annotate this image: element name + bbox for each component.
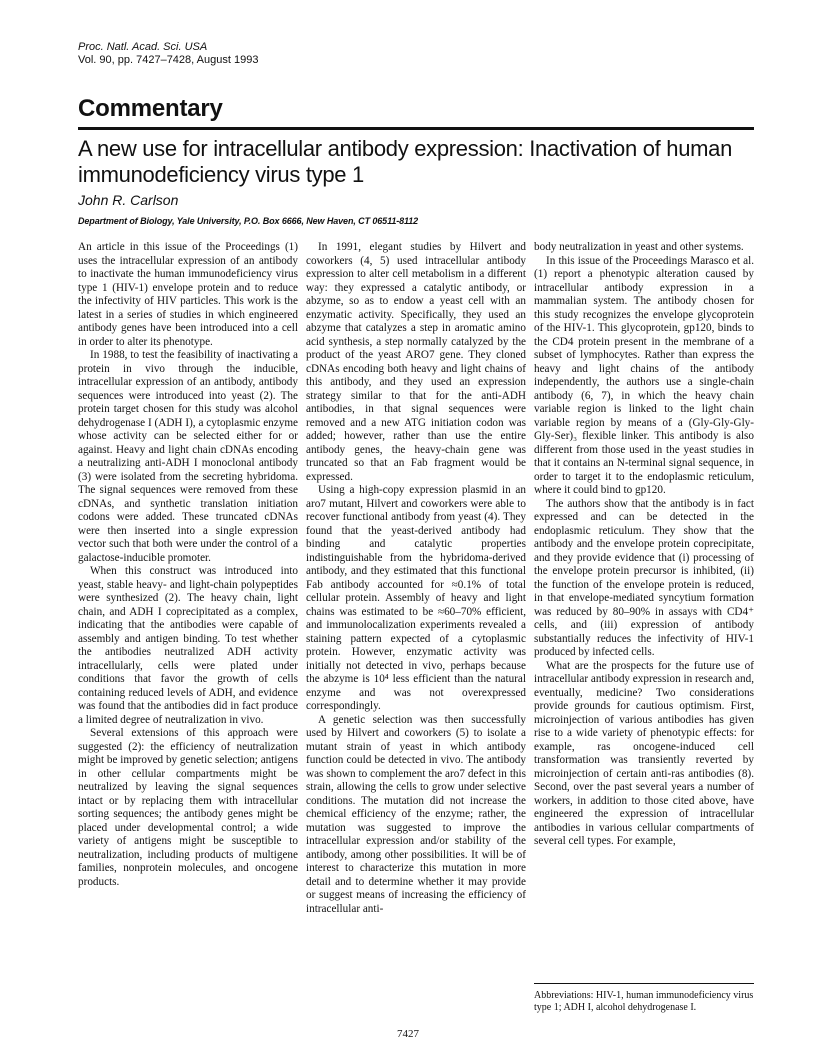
section-rule bbox=[78, 127, 754, 130]
journal-name: Proc. Natl. Acad. Sci. USA bbox=[78, 41, 208, 53]
author-name: John R. Carlson bbox=[78, 192, 179, 208]
paragraph: In this issue of the Proceedings Marasco et al. (1) report a phenotypic alteration caused by intracellular antibody expression in a mammalian system. The antibody chosen for this study recognizes the envelope glycoprotein of the HIV-1. This glycoprotein, gp120, binds to the CD4 protein present in the membrane of a subset of lymphocytes. Rather than express the heavy and light chains of the antibody independently, the authors use a single-chain antibody (6, 7), in which the heavy chain variable region is linked to the light chain variable region by means of a (Gly-Gly-Gly-Gly-Ser)₃ flexible linker. This antibody is also different from those used in the yeast studies in that it contains an N-terminal signal sequence, in order to target it to the endoplasmic reticulum, where it could bind to gp120. bbox=[534, 254, 754, 496]
paragraph: body neutralization in yeast and other systems. bbox=[534, 241, 744, 253]
paragraph: When this construct was introduced into yeast, stable heavy- and light-chain polypeptides were synthesized (2). The heavy chain, light chain, and ADH I coprecipitated as a complex, indicating that the antibodies were capable of assembly and antigen binding. To test whether the antibodies neutralized ADH activity intracellularly, cells were plated under conditions that favor the growth of cells containing reduced levels of ADH, and evidence was found that the antibodies did in fact produce a limited degree of neutralization in vivo. bbox=[78, 565, 298, 726]
section-heading: Commentary bbox=[78, 95, 223, 122]
text-column-3 bbox=[534, 241, 754, 849]
paragraph: Several extensions of this approach were suggested (2): the efficiency of neutralization might be improved by genetic selection; antigens in other cellular compartments might be neutralized by leaving the signal sequences intact or by replacing them with intracellular sorting sequences; the antibody genes might be placed under developmental control; a wide variety of antigens might be susceptible to neutralization, including products of multigene families, nonprotein molecules, and oncogene products. bbox=[78, 727, 298, 888]
paragraph: An article in this issue of the Proceedings (1) uses the intracellular expression of an antibody to inactivate the human immunodeficiency virus type 1 (HIV-1) envelope protein and to reduce the infectivity of HIV particles. This work is the latest in a series of studies in which engineered antibody genes have been introduced into a cell in order to alter its phenotype. bbox=[78, 241, 298, 348]
abbreviations-footnote: Abbreviations: HIV-1, human immunodeficiency virus type 1; ADH I, alcohol dehydrogenase I. bbox=[534, 983, 754, 1014]
paragraph: What are the prospects for the future use of intracellular antibody expression in research and, eventually, medicine? Two considerations provide grounds for cautious optimism. First, microinjection of various antibodies has given rise to a wide variety of phenotypic effects: for example, ras oncogene-induced cell transformation was transiently reverted by microinjection of certain anti-ras antibodies (8). Second, over the past several years a number of workers, in addition to those cited above, have engineered the expression of intracellular antibodies in various cellular compartments of several cell types. For example, bbox=[534, 659, 754, 847]
article-title: A new use for intracellular antibody expression: Inactivation of human immunodeficiency virus type 1 bbox=[78, 136, 733, 187]
paragraph: The authors show that the antibody is in fact expressed and can be detected in the endoplasmic reticulum. They show that the antibody and the envelope protein coprecipitate, and they provide evidence that (i) processing of the envelope protein precursor is inhibited, (ii) the function of the envelope protein is reduced, in that envelope-mediated syncytium formation was reduced by 80–90% in assays with CD4⁺ cells, and (iii) expression of antibody substantially reduces the infectivity of HIV-1 produced by infected cells. bbox=[534, 497, 754, 658]
paragraph: In 1991, elegant studies by Hilvert and coworkers (4, 5) used intracellular antibody expression to alter cell metabolism in a different way: they expressed a catalytic antibody, or abzyme, so as to endow a yeast cell with an enzymatic activity. Specifically, they used an abzyme that catalyzes a step in aromatic amino acid synthesis, a step normally catalyzed by the product of the yeast ARO7 gene. They cloned cDNAs encoding both heavy and light chains of this antibody, and they used an expression strategy similar to that for the anti-ADH antibodies, in that signal sequences were removed and a new ATG initiation codon was added; however, rather than use the entire antibody genes, the heavy-chain gene was truncated so that an Fab fragment would be expressed. bbox=[306, 241, 526, 483]
text-column-1 bbox=[78, 241, 298, 889]
text-column-2 bbox=[306, 241, 526, 916]
journal-volume: Vol. 90, pp. 7427–7428, August 1993 bbox=[78, 54, 259, 66]
paragraph: In 1988, to test the feasibility of inactivating a protein in vivo through the inducible, intracellular expression of an antibody, antibody sequences were introduced into yeast (2). The protein target chosen for this study was alcohol dehydrogenase I (ADH I), a cytoplasmic enzyme whose activity can be selected either for or against. Heavy and light chain cDNAs encoding a neutralizing anti-ADH I monoclonal antibody (3) were isolated from the secreting hybridoma. The signal sequences were removed from these cDNAs, and synthetic translation initiation codons were added. These truncated cDNAs were then inserted into a single expression vector such that both were under the control of a galactose-inducible promoter. bbox=[78, 349, 298, 564]
author-affiliation: Department of Biology, Yale University, P.O. Box 6666, New Haven, CT 06511-8112 bbox=[78, 216, 419, 226]
journal-header bbox=[78, 41, 258, 67]
paragraph: A genetic selection was then successfully used by Hilvert and coworkers (5) to isolate a mutant strain of yeast in which antibody function could be detected in vivo. The antibody was shown to complement the aro7 defect in this strain, allowing the cells to grow under selective conditions. The mutation did not increase the chemical efficiency of the enzyme; rather, the mutation was suggested to improve the intracellular expression and/or stability of the antibody, among other possibilities. It will be of interest to characterize this mutation in more detail and to determine whether it may provide or suggest means of increasing the efficiency of intracellular anti- bbox=[306, 713, 526, 915]
page-number: 7427 bbox=[397, 1028, 419, 1040]
paragraph: Using a high-copy expression plasmid in an aro7 mutant, Hilvert and coworkers were able to recover functional antibody from yeast (4). They found that the yeast-derived antibody had binding and catalytic properties indistinguishable from the hybridoma-derived antibody, and they estimated that this functional Fab antibody accounted for ≈0.1% of total cellular protein. Assembly of heavy and light chains was estimated to be ≈60–70% efficient, and immunolocalization experiments revealed a staining pattern expected of a cytoplasmic protein. However, enzymatic activity was initially not detected in vivo, perhaps because the abzyme is 10⁴ less efficient than the natural enzyme and was not overexpressed correspondingly. bbox=[306, 484, 526, 712]
